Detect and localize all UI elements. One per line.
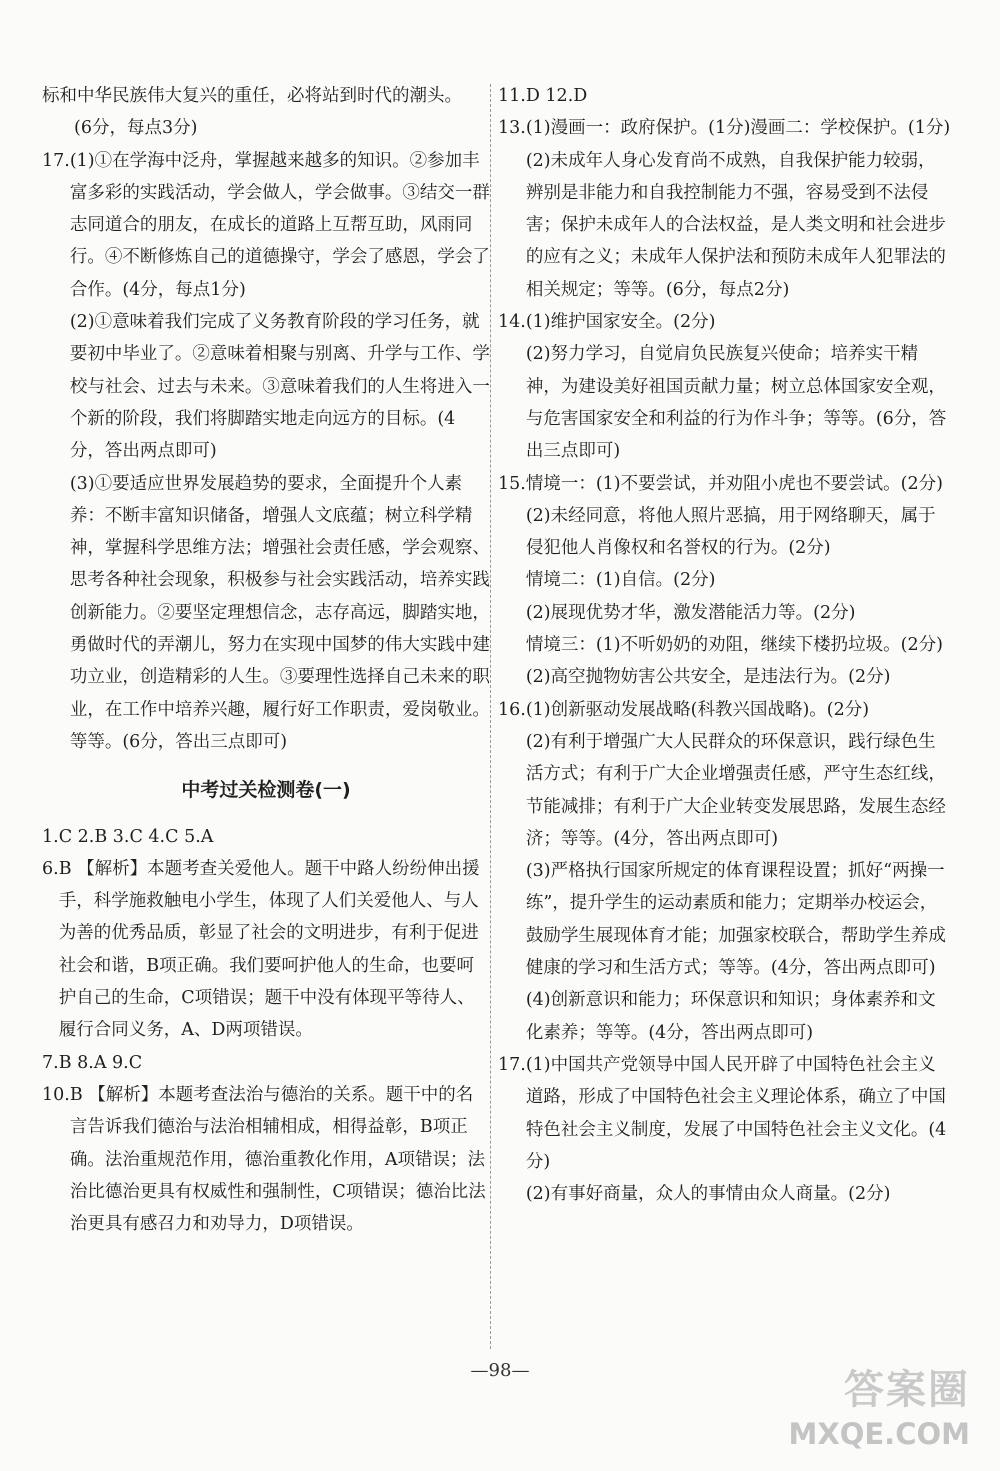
question-15 [498,468,953,694]
answer-paragraph: (2)未经同意，将他人照片恶搞，用于网络聊天，属于侵犯他人肖像权和名誉权的行为。(2分) [525,505,936,559]
right-column [498,80,953,1210]
answer-paragraph: (1)中国共产党领导中国人民开辟了中国特色社会主义道路，形成了中国特色社会主义理论体系，确立了中国特色社会主义制度，发展了中国特色社会主义文化。(4分) [525,1054,947,1172]
answer-paragraph: (2)展现优势才华，激发潜能活力等。(2分) [525,602,856,623]
watermark-logo: 答案圈 [844,1367,970,1413]
answer-paragraph: (2)高空抛物妨害公共安全，是违法行为。(2分) [525,667,891,688]
question-number: 14. [498,312,526,333]
question-number: 16. [498,699,526,720]
question-number: 17. [42,150,70,171]
text-line: (6分，每点3分) [74,118,198,139]
answer-paragraph: (4)创新意识和能力；环保意识和知识；身体素养和文化素养；等等。(4分，答出两点即可) [525,990,936,1043]
left-column [42,80,490,1240]
answer-paragraph: (2)有利于增强广大人民群众的环保意识，践行绿色生活方式；有利于广大企业增强责任感，严守生态红线，节能减排；有利于广大企业转变发展思路，发展生态经济；等等。(4分，答出两点即可) [525,731,946,849]
text-line: 标和中华民族伟大复兴的重任，必将站到时代的潮头。 [42,86,462,106]
answer-paragraph: B 【解析】本题考查法治与德治的关系。题干中的名言告诉我们德治与法治相辅相成，相得益彰，B项正确。法治重规范作用，德治重教化作用，A项错误；法治比德治更具有权威性和强制性，C项错误；德治比法治更具有感召力和劝导力，D项错误。 [69,1084,486,1235]
answer-paragraph: 情境二：(1)自信。(2分) [525,570,716,591]
question-13 [498,112,953,306]
answer-paragraph: (1)维护国家安全。(2分) [525,312,716,333]
question-number: 13. [498,118,526,139]
answer-paragraph: 情境一：(1)不要尝试，并劝阻小虎也不要尝试。(2分) [525,473,943,494]
question-17-left [42,145,490,759]
answer-paragraph: (1)创新驱动发展战略(科教兴国战略)。(2分) [525,699,870,720]
answer-paragraph: (1)漫画一：政府保护。(1分)漫画二：学校保护。(1分) [525,118,951,139]
question-16 [498,694,953,1049]
section-title: 中考过关检测卷(一) [181,779,351,802]
answer-paragraph: B 【解析】本题考查关爱他人。题干中路人纷纷伸出援手，科学施救触电小学生，体现了人们关爱他人、与人为善的优秀品质，彰显了社会的文明进步，有利于促进社会和谐，B项正确。我们要呵护他人的生命，也要呵护自己的生命，C项错误；题干中没有体现平等待人、履行合同义务，A、D两项错误。 [58,858,480,1041]
question-number: 10. [42,1084,70,1105]
column-divider [490,84,491,1349]
watermark-site: MXQE.COM [788,1417,970,1451]
answer-line: 11.D 12.D [498,86,588,106]
answer-paragraph: (2)有事好商量，众人的事情由众人商量。(2分) [525,1184,891,1205]
question-number: 15. [498,473,526,494]
question-number: 17. [498,1054,526,1075]
watermark [780,1358,970,1453]
question-17-right [498,1049,953,1210]
answer-paragraph: (3)严格执行国家所规定的体育课程设置；抓好“两操一练”，提升学生的运动素质和能力；定期举办校运会，鼓励学生展现体育才能；加强家校联合，帮助学生养成健康的学习和生活方式；等等。(4分，答出两点即可) [525,861,946,979]
answer-paragraph: (2)未成年人身心发育尚不成熟，自我保护能力较弱，辨别是非能力和自我控制能力不强，容易受到不法侵害；保护未成年人的合法权益，是人类文明和社会进步的应有之义；未成年人保护法和预防未成年人犯罪法的相关规定；等等。(6分，每点2分) [525,150,946,300]
answer-line: 7.B 8.A 9.C [42,1052,143,1073]
answer-paragraph: (3)①要适应世界发展趋势的要求，全面提升个人素养：不断丰富知识储备，增强人文底蕴；树立科学精神，掌握科学思维方法；增强社会责任感，学会观察、思考各种社会现象，积极参与社会实践活动，培养实践创新能力。②要坚定理想信念，志存高远，脚踏实地，勇做时代的弄潮儿，努力在实现中国梦的伟大实践中建功立业，创造精彩的人生。③要理性选择自己未来的职业，在工作中培养兴趣，履行好工作职责，爱岗敬业。等等。(6分，答出三点即可) [69,473,490,752]
page-number: —98— [470,1360,530,1381]
question-number: 6. [42,858,59,879]
answer-paragraph: (2)①意味着我们完成了义务教育阶段的学习任务，就要初中毕业了。②意味着相聚与别离、升学与工作、学校与社会、过去与未来。③意味着我们的人生将进入一个新的阶段，我们将脚踏实地走向远方的目标。(4分，答出两点即可) [69,312,490,462]
question-14 [498,306,953,467]
question-10 [42,1079,490,1240]
answer-line: 1.C 2.B 3.C 4.C 5.A [42,826,214,847]
answer-paragraph: 情境三：(1)不听奶奶的劝阻，继续下楼扔垃圾。(2分) [525,635,943,656]
question-6 [42,853,490,1047]
answer-paragraph: (1)①在学海中泛舟，掌握越来越多的知识。②参加丰富多彩的实践活动，学会做人，学会做事。③结交一群志同道合的朋友，在成长的道路上互帮互助，风雨同行。④不断修炼自己的道德操守，学会了感恩，学会了合作。(4分，每点1分) [69,150,490,300]
answer-paragraph: (2)努力学习，自觉肩负民族复兴使命；培养实干精神，为建设美好祖国贡献力量；树立总体国家安全观，与危害国家安全和利益的行为作斗争；等等。(6分，答出三点即可) [525,344,947,462]
